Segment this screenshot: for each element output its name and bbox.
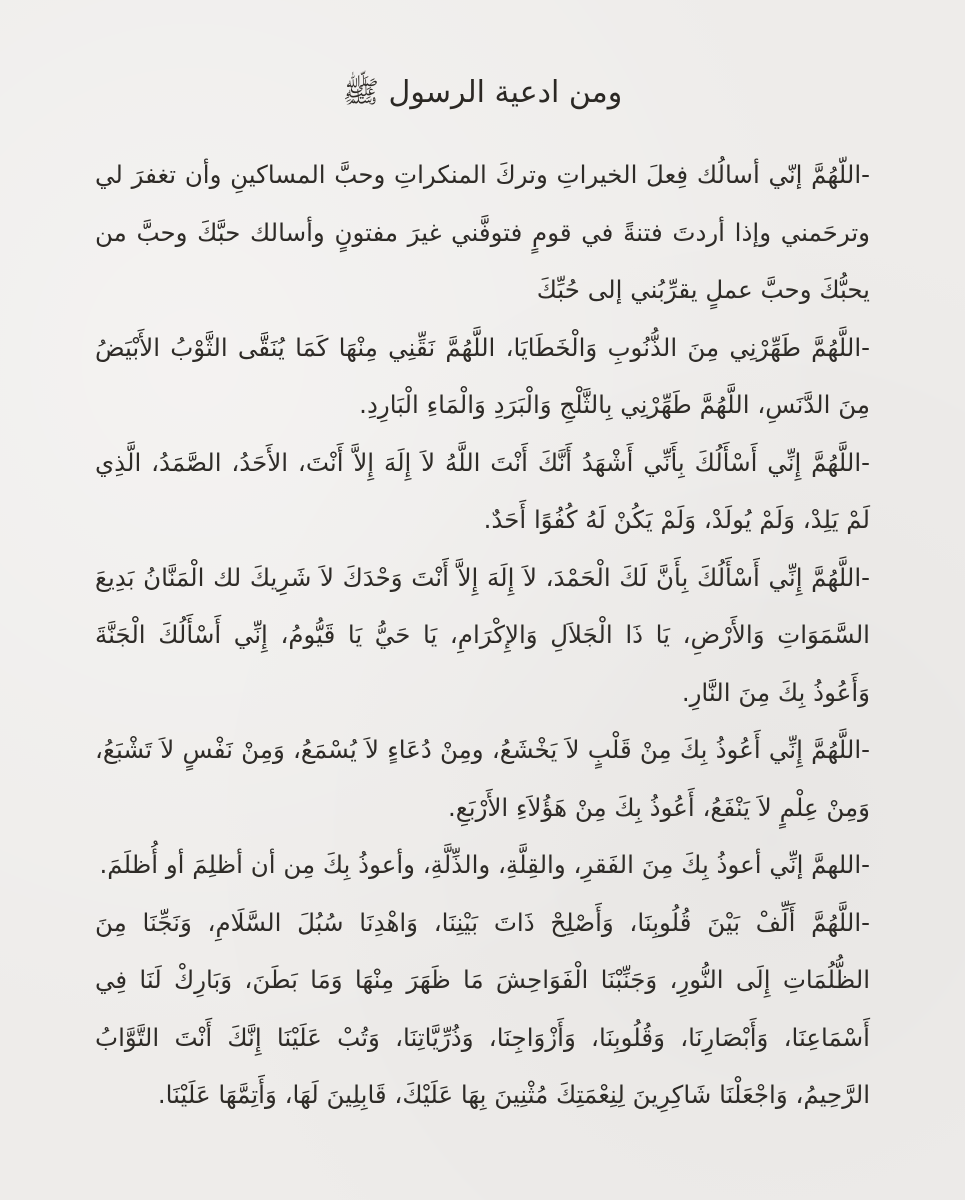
page-title: ومن ادعية الرسول ﷺ bbox=[342, 75, 623, 110]
prayer-paragraph: -اللَّهُمَّ طَهِّرْنِي مِنَ الذُّنُوبِ وَالْخَطَايَا، اللَّهُمَّ نَقِّنِي مِنْهَا كَمَا يُنَقَّى الثَّوْبُ الأَبْيَضُ مِنَ الدَّنَسِ، اللَّهُمَّ طَهِّرْنِي بِالثَّلْجِ وَالْبَرَدِ وَالْمَاءِ الْبَارِدِ. bbox=[95, 332, 870, 419]
prayer-paragraph: -اللَّهُمَّ إِنِّي أَعُوذُ بِكَ مِنْ قَلْبٍ لاَ يَخْشَعُ، ومِنْ دُعَاءٍ لاَ يُسْمَعُ، وَمِنْ نَفْسٍ لاَ تَشْبَعُ، وَمِنْ عِلْمٍ لاَ يَنْفَعُ، أَعُوذُ بِكَ مِنْ هَؤُلاَءِ الأَرْبَعِ. bbox=[95, 735, 870, 822]
prayer-paragraph: -اللّهُمَّ إنّي أسالُك فِعلَ الخيراتِ وتركَ المنكراتِ وحبَّ المساكينِ وأن تغفرَ لي وترحَمني وإذا أردتَ فتنةً في قومٍ فتوفَّني غيرَ مفتونٍ وأسالك حبَّكَ وحبَّ من يحبُّكَ وحبَّ عملٍ يقرِّبُني إلى حُبِّكَ bbox=[95, 160, 870, 304]
document-body bbox=[95, 62, 870, 1124]
prayer-paragraph: -اللهمَّ إنِّي أعوذُ بِكَ مِنَ الفَقرِ، والقِلَّةِ، والذِّلَّةِ، وأعوذُ بِكَ مِن أن أظلِمَ أو أُظلَمَ. bbox=[99, 850, 870, 879]
prayer-paragraph: -اللَّهُمَّ إِنِّي أَسْأَلُكَ بِأَنَّ لَكَ الْحَمْدَ، لاَ إِلَهَ إِلاَّ أَنْتَ وَحْدَكَ لاَ شَرِيكَ لك الْمَنَّانُ بَدِيعَ السَّمَوَاتِ وَالأَرْضِ، يَا ذَا الْجَلاَلِ وَالإِكْرَامِ، يَا حَيُّ يَا قَيُّومُ، إِنِّي أَسْأَلُكَ الْجَنَّةَ وَأَعُوذُ بِكَ مِنَ النَّارِ. bbox=[95, 562, 870, 707]
prayer-paragraph: -اللَّهُمَّ أَلِّفْ بَيْنَ قُلُوبِنَا، وَأَصْلِحْ ذَاتَ بَيْنِنَا، وَاهْدِنَا سُبُلَ السَّلَامِ، وَنَجِّنَا مِنَ الظُّلُمَاتِ إِلَى النُّورِ، وَجَنِّبْنَا الْفَوَاحِشَ مَا ظَهَرَ مِنْهَا وَمَا بَطَنَ، وَبَارِكْ لَنَا فِي أَسْمَاعِنَا، وَأَبْصَارِنَا، وَقُلُوبِنَا، وَأَزْوَاجِنَا، وَذُرِّيَّاتِنَا، وَتُبْ عَلَيْنَا إِنَّكَ أَنْتَ التَّوَّابُ الرَّحِيمُ، وَاجْعَلْنَا شَاكِرِينَ لِنِعْمَتِكَ مُثْنِينَ بِهَا عَلَيْكَ، قَابِلِينَ لَهَا، وَأَتِمَّهَا عَلَيْنَا. bbox=[95, 907, 870, 1109]
prayer-paragraph: -اللَّهُمَّ إِنِّي أَسْأَلُكَ بِأَنِّي أَشْهَدُ أَنَّكَ أَنْتَ اللَّهُ لاَ إِلَهَ إِلاَّ أَنْتَ، الأَحَدُ، الصَّمَدُ، الَّذِي لَمْ يَلِدْ، وَلَمْ يُولَدْ، وَلَمْ يَكُنْ لَهُ كُفُوًا أَحَدٌ. bbox=[95, 447, 870, 534]
